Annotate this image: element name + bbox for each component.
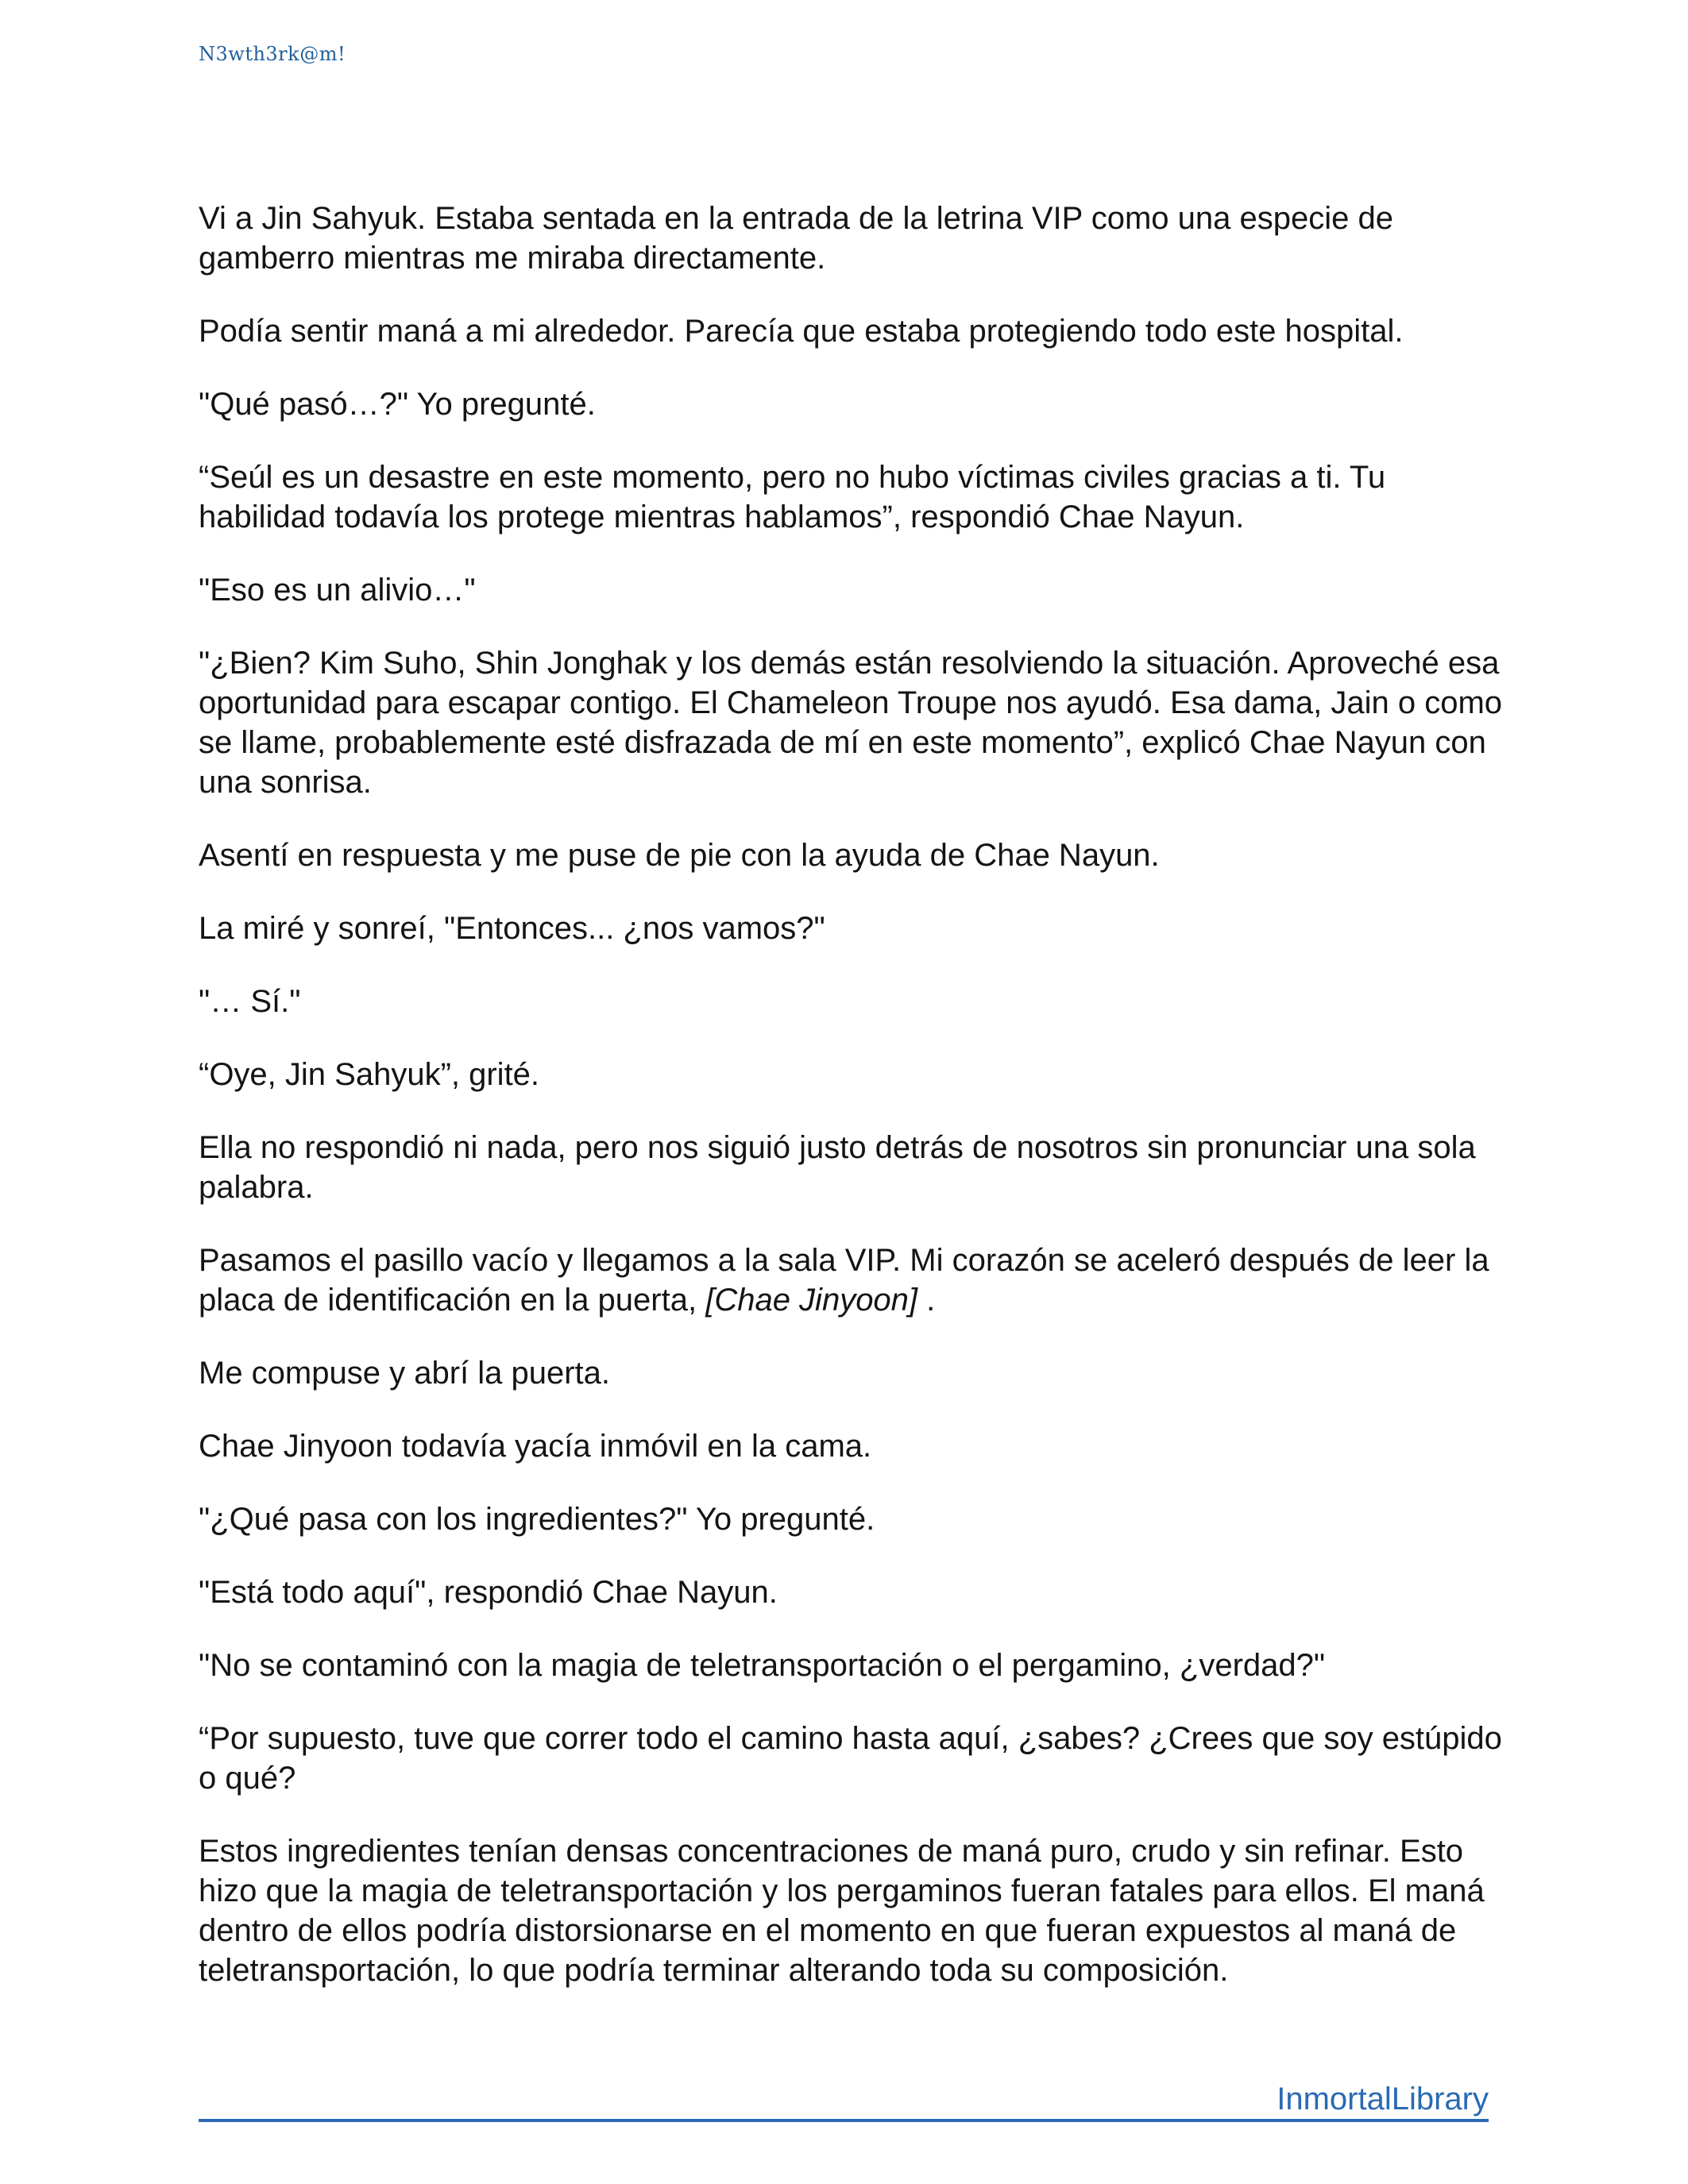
- paragraph: “Por supuesto, tuve que correr todo el camino hasta aquí, ¿sabes? ¿Crees que soy estúpido o qué?: [199, 1721, 1502, 1796]
- paragraph: Me compuse y abrí la puerta.: [199, 1356, 611, 1391]
- paragraph: "Está todo aquí", respondió Chae Nayun.: [199, 1575, 778, 1610]
- paragraph: "… Sí.": [199, 984, 301, 1019]
- paragraph: “Oye, Jin Sahyuk”, grité.: [199, 1057, 540, 1092]
- paragraph: Podía sentir maná a mi alrededor. Parecía que estaba protegiendo todo este hospital.: [199, 314, 1404, 349]
- paragraph: Chae Jinyoon todavía yacía inmóvil en la cama.: [199, 1429, 872, 1464]
- paragraph: [199, 1241, 1509, 1320]
- paragraph: "No se contaminó con la magia de teletransportación o el pergamino, ¿verdad?": [199, 1648, 1326, 1683]
- header-watermark: N3wth3rk@m!: [199, 43, 346, 65]
- footer-link[interactable]: InmortalLibrary: [199, 2079, 1489, 2122]
- paragraph: Vi a Jin Sahyuk. Estaba sentada en la entrada de la letrina VIP como una especie de gamberro mientras me miraba directamente.: [199, 201, 1393, 276]
- paragraph: La miré y sonreí, "Entonces... ¿nos vamos?": [199, 911, 825, 946]
- paragraph-tail: .: [917, 1283, 936, 1318]
- document-body: [199, 199, 1509, 2024]
- nameplate-italic: [Chae Jinyoon]: [705, 1283, 918, 1318]
- paragraph: "¿Qué pasa con los ingredientes?" Yo pregunté.: [199, 1502, 875, 1537]
- paragraph: Ella no respondió ni nada, pero nos siguió justo detrás de nosotros sin pronunciar una sola palabra.: [199, 1130, 1476, 1205]
- paragraph: "¿Bien? Kim Suho, Shin Jonghak y los demás están resolviendo la situación. Aproveché esa oportunidad para escapar contigo. El Chameleon Troupe nos ayudó. Esa dama, Jain o como se llame, probablemente esté disfrazada de mí en este momento”, explicó Chae Nayun con una sonrisa.: [199, 646, 1503, 800]
- paragraph: "Eso es un alivio…": [199, 573, 476, 608]
- paragraph: "Qué pasó…?" Yo pregunté.: [199, 387, 596, 422]
- paragraph: Estos ingredientes tenían densas concentraciones de maná puro, crudo y sin refinar. Esto hizo que la magia de teletransportación y los pergaminos fueran fatales para ellos. El maná dentro de ellos podría distorsionarse en el momento en que fueran expuestos al maná de teletransportación, lo que podría terminar alterando toda su composición.: [199, 1834, 1485, 1988]
- paragraph: “Seúl es un desastre en este momento, pero no hubo víctimas civiles gracias a ti. Tu habilidad todavía los protege mientras hablamos”, respondió Chae Nayun.: [199, 460, 1386, 534]
- paragraph-text: Pasamos el pasillo vacío y llegamos a la sala VIP. Mi corazón se aceleró después de leer la placa de identificación en la puerta,: [199, 1243, 1489, 1318]
- paragraph: Asentí en respuesta y me puse de pie con la ayuda de Chae Nayun.: [199, 838, 1160, 873]
